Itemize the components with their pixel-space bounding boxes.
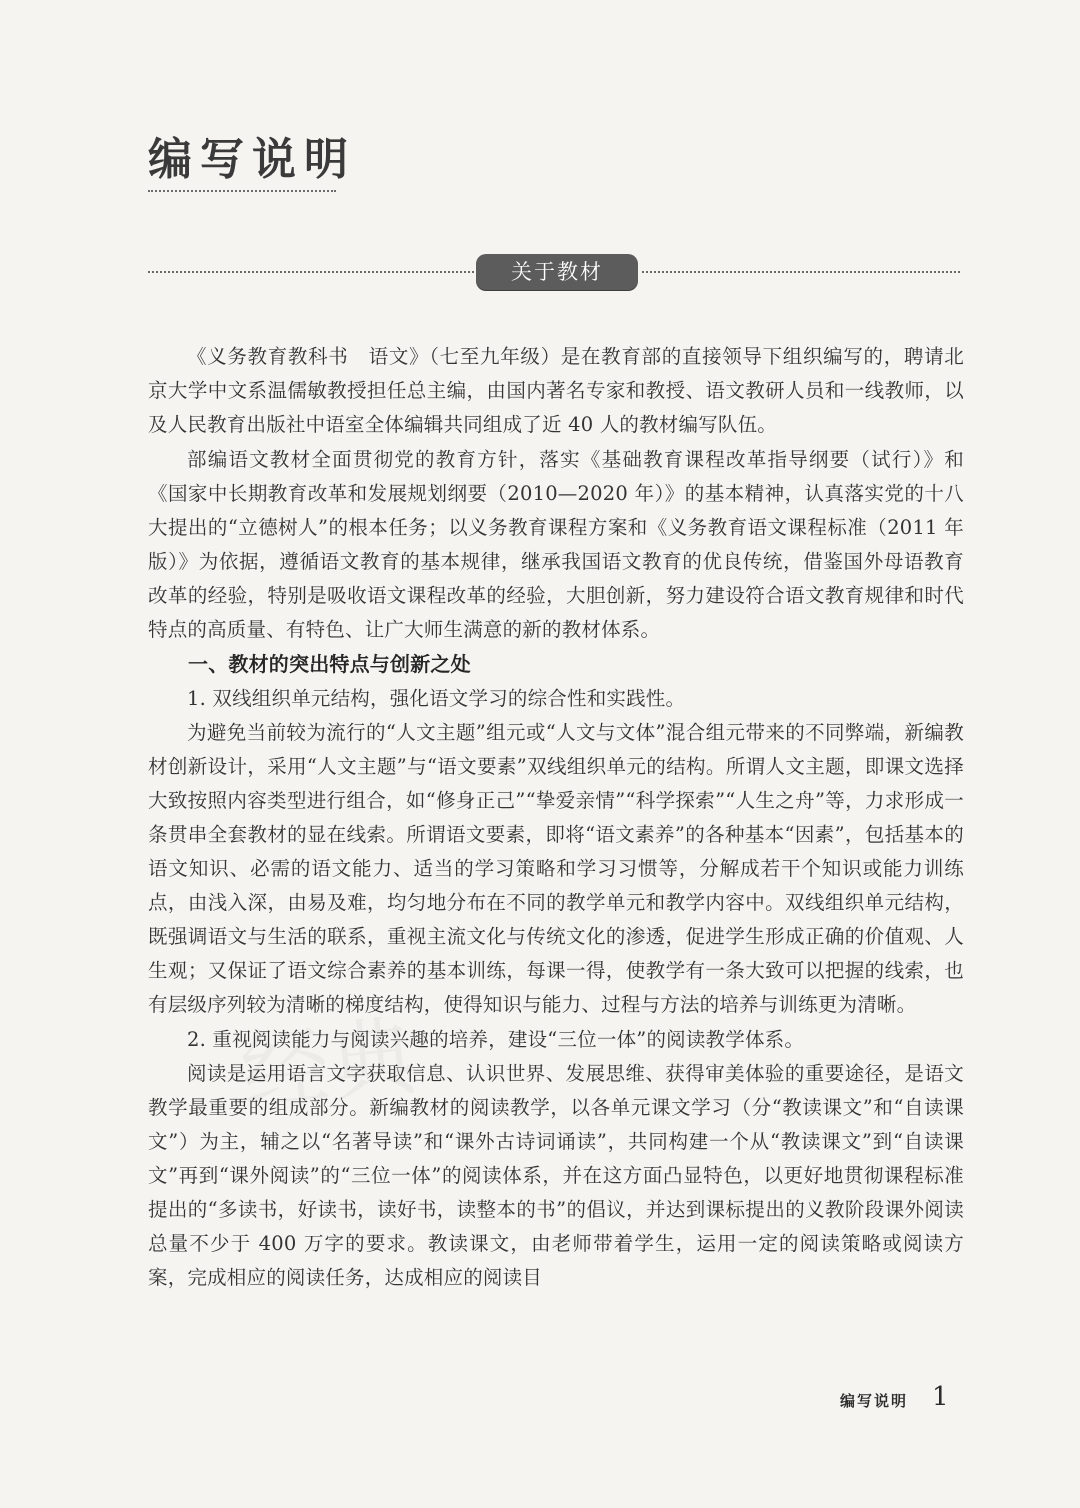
page-footer	[840, 1384, 952, 1418]
section-heading: 一、教材的突出特点与创新之处	[188, 652, 471, 676]
body-text	[148, 340, 964, 1296]
section-label: 关于教材	[476, 254, 638, 290]
page-title: 编写说明	[148, 134, 356, 185]
section-divider-left	[148, 271, 474, 273]
subheading-1: 1. 双线组织单元结构，强化语文学习的综合性和实践性。	[187, 686, 686, 710]
subheading-2: 2. 重视阅读能力与阅读兴趣的培养，建设“三位一体”的阅读教学体系。	[187, 1027, 805, 1051]
paragraph-reading: 阅读是运用语言文字获取信息、认识世界、发展思维、获得审美体验的重要途径，是语文教学最重要的组成部分。新编教材的阅读教学，以各单元课文学习（分“教读课文”和“自读课文”）为主，辅之以“名著导读”和“课外古诗词诵读”，共同构建一个从“教读课文”到“自读课文”再到“课外阅读”的“三位一体”的阅读体系，并在这方面凸显特色，以更好地贯彻课程标准提出的“多读书，好读书，读好书，读整本的书”的倡议，并达到课标提出的义教阶段课外阅读总量不少于 400 万字的要求。教读课文，由老师带着学生，运用一定的阅读策略或阅读方案，完成相应的阅读任务，达成相应的阅读目	[148, 1062, 964, 1289]
page-number: 1	[932, 1382, 949, 1412]
footer-label: 编写说明	[840, 1392, 909, 1410]
paragraph-structure: 为避免当前较为流行的“人文主题”组元或“人文与文体”混合组元带来的不同弊端，新编教材创新设计，采用“人文主题”与“语文要素”双线组织单元的结构。所谓人文主题，即课文选择大致按照内容类型进行组合，如“修身正己”“挚爱亲情”“科学探索”“人生之舟”等，力求形成一条贯串全套教材的显在线索。所谓语文要素，即将“语文素养”的各种基本“因素”，包括基本的语文知识、必需的语文能力、适当的学习策略和学习习惯等，分解成若干个知识或能力训练点，由浅入深，由易及难，均匀地分布在不同的教学单元和教学内容中。双线组织单元结构，既强调语文与生活的联系，重视主流文化与传统文化的渗透，促进学生形成正确的价值观、人生观；又保证了语文综合素养的基本训练，每课一得，使教学有一条大致可以把握的线索，也有层级序列较为清晰的梯度结构，使得知识与能力、过程与方法的培养与训练更为清晰。	[148, 721, 964, 1016]
title-underline	[148, 190, 336, 192]
paragraph-intro: 《义务教育教科书 语文》（七至九年级）是在教育部的直接领导下组织编写的，聘请北京大学中文系温儒敏教授担任总主编，由国内著名专家和教授、语文教研人员和一线教师，以及人民教育出版社中语室全体编辑共同组成了近 40 人的教材编写队伍。	[148, 345, 964, 436]
section-header	[148, 254, 960, 290]
section-divider-right	[642, 271, 960, 273]
paragraph-policy: 部编语文教材全面贯彻党的教育方针，落实《基础教育课程改革指导纲要（试行）》和《国家中长期教育改革和发展规划纲要（2010—2020 年）》的基本精神，认真落实党的十八大提出的“立德树人”的根本任务；以义务教育课程方案和《义务教育语文课程标准（2011 年版）》为依据，遵循语文教育的基本规律，继承我国语文教育的优良传统，借鉴国外母语教育改革的经验，特别是吸收语文课程改革的经验，大胆创新，努力建设符合语文教育规律和时代特点的高质量、有特色、让广大师生满意的新的教材体系。	[148, 447, 964, 641]
